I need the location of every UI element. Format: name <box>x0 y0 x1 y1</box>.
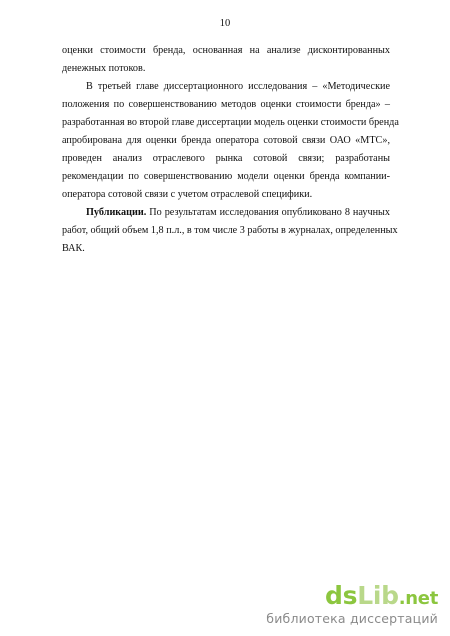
text-line: денежных потоков. <box>62 63 146 74</box>
text-line: проведен анализ отраслевого рынка сотовой связи; разработаны <box>62 153 390 164</box>
text-line: оператора сотовой связи с учетом отраслевой специфики. <box>62 189 313 200</box>
paragraph-2 <box>62 78 399 204</box>
text-line <box>62 204 390 222</box>
text-fragment: По результатам исследования опубликовано 8 научных <box>146 207 390 218</box>
text-line: работ, общий объем 1,8 п.л., в том числе 3 работы в журналах, определенных <box>62 225 398 236</box>
text-line: апробирована для оценки бренда оператора сотовой связи ОАО «МТС», <box>62 135 390 146</box>
text-line: положения по совершенствованию методов оценки стоимости бренда» – <box>62 99 390 110</box>
logo-lib: Lib <box>357 581 399 610</box>
dslib-watermark <box>266 583 438 626</box>
page-number: 10 <box>219 18 231 29</box>
text-line: рекомендации по совершенствованию модели оценки бренда компании- <box>62 171 390 182</box>
paragraph-3 <box>62 204 398 258</box>
logo-net: .net <box>398 588 438 609</box>
text-line: разработанная во второй главе диссертации модель оценки стоимости бренда <box>62 117 399 128</box>
watermark-subtitle: библиотека диссертаций <box>266 611 438 626</box>
paragraph-1 <box>62 42 390 78</box>
dslib-logo <box>266 583 438 612</box>
logo-ds: ds <box>325 581 358 610</box>
text-line: ВАК. <box>62 243 85 254</box>
text-line: В третьей главе диссертационного исследования – «Методические <box>86 81 390 92</box>
text-line: оценки стоимости бренда, основанная на анализе дисконтированных <box>62 45 390 56</box>
publications-heading: Публикации. <box>86 207 147 218</box>
